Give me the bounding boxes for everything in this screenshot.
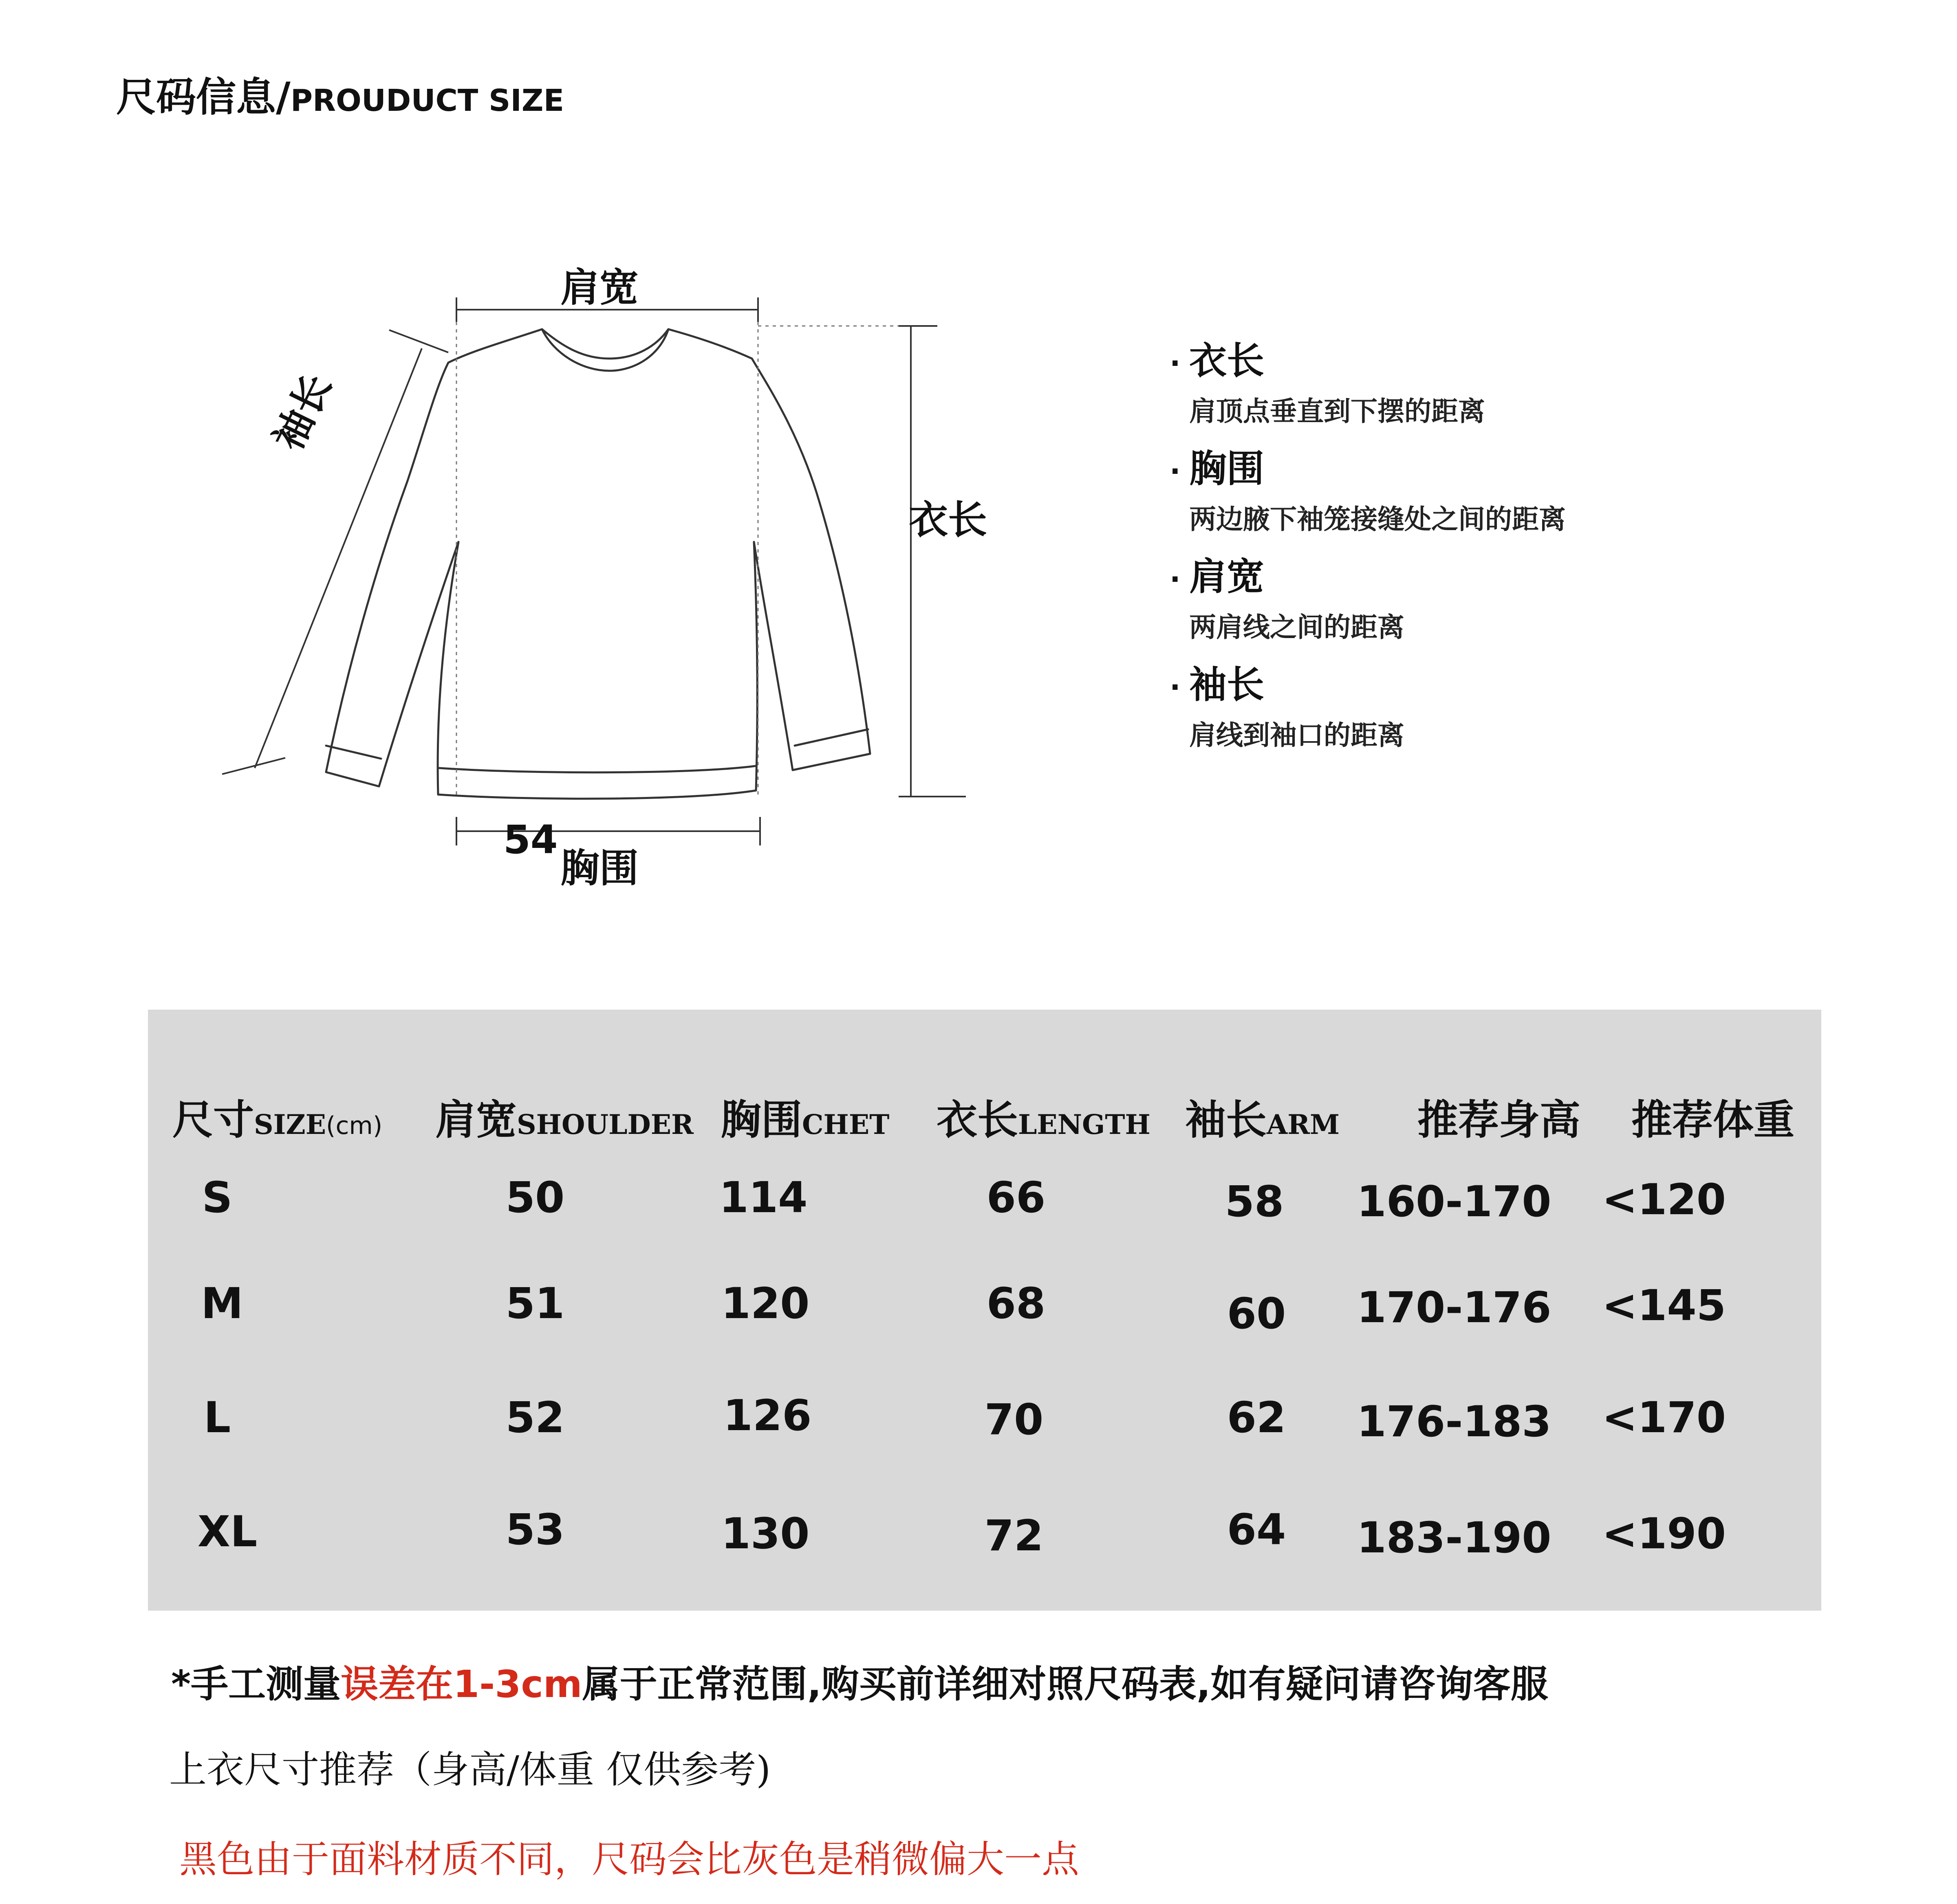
header-size	[172, 1087, 382, 1146]
cell-chest: 126	[723, 1391, 812, 1440]
legend-term: 衣长	[1189, 339, 1265, 383]
bullet-icon: ·	[1170, 454, 1181, 488]
bullet-icon: ·	[1170, 346, 1181, 380]
header-weight-zh: 推荐体重	[1631, 1096, 1794, 1144]
legend-item-chest	[1170, 447, 1566, 535]
page-title-zh: 尺码信息	[116, 74, 276, 121]
cell-size: L	[203, 1393, 231, 1442]
header-length	[937, 1087, 1150, 1146]
left-cuff	[326, 746, 381, 759]
header-weight	[1631, 1087, 1794, 1146]
page-title-en: PROUDUCT SIZE	[290, 83, 564, 118]
cell-arm: 60	[1227, 1289, 1286, 1338]
legend-desc: 两肩线之间的距离	[1189, 612, 1404, 643]
cell-shoulder: 52	[505, 1393, 565, 1442]
cell-height: 170-176	[1357, 1283, 1551, 1332]
legend-desc: 两边腋下袖笼接缝处之间的距离	[1189, 504, 1566, 535]
note-prefix: *手工测量	[171, 1662, 341, 1706]
cell-weight: <145	[1602, 1281, 1726, 1330]
note-suffix: 属于正常范围,购买前详细对照尺码表,如有疑问请咨询客服	[582, 1662, 1548, 1706]
measurement-note	[171, 1654, 1548, 1708]
header-arm-en: ARM	[1267, 1109, 1340, 1140]
header-size-unit: (cm)	[326, 1112, 383, 1140]
cell-height: 176-183	[1357, 1397, 1551, 1446]
legend-item-shoulder	[1170, 555, 1566, 643]
chest-value: 54	[503, 817, 558, 863]
garment-diagram	[0, 0, 1957, 937]
bullet-icon: ·	[1170, 670, 1181, 704]
cell-length: 66	[986, 1173, 1046, 1222]
header-length-en: LENGTH	[1018, 1109, 1150, 1140]
cell-arm: 58	[1225, 1177, 1284, 1226]
cell-size: XL	[197, 1507, 258, 1556]
header-size-en: SIZE	[254, 1109, 326, 1140]
cell-chest: 120	[721, 1279, 810, 1328]
page-title-separator: /	[276, 74, 291, 121]
header-arm	[1185, 1087, 1340, 1146]
cell-size: M	[201, 1279, 243, 1328]
legend-term: 肩宽	[1189, 555, 1265, 599]
measurement-legend	[1170, 339, 1566, 774]
cell-chest: 114	[719, 1173, 808, 1222]
cell-height: 183-190	[1357, 1513, 1551, 1563]
header-chest-en: CHET	[802, 1109, 890, 1140]
header-length-zh: 衣长	[937, 1096, 1018, 1144]
cell-shoulder: 51	[505, 1279, 565, 1328]
recommendation-note: 上衣尺寸推荐（身高/体重 仅供参考)	[169, 1748, 771, 1792]
cell-length: 68	[986, 1279, 1046, 1328]
header-size-zh: 尺寸	[172, 1096, 254, 1144]
header-chest-zh: 胸围	[721, 1096, 802, 1144]
header-shoulder-en: SHOULDER	[517, 1109, 694, 1140]
length-label: 衣长	[909, 497, 987, 543]
cell-weight: <120	[1602, 1175, 1726, 1224]
cell-weight: <190	[1602, 1509, 1726, 1558]
legend-desc: 肩顶点垂直到下摆的距离	[1189, 396, 1485, 427]
sleeve-label: 袖长	[265, 367, 341, 458]
cell-length: 72	[984, 1511, 1044, 1561]
cell-height: 160-170	[1357, 1177, 1551, 1226]
header-chest	[721, 1087, 889, 1146]
chest-label: 胸围	[560, 845, 639, 891]
size-table	[148, 1010, 1821, 1611]
legend-item-sleeve	[1170, 663, 1566, 751]
header-shoulder-zh: 肩宽	[435, 1096, 517, 1144]
sweater-outline	[326, 329, 870, 799]
header-arm-zh: 袖长	[1185, 1096, 1267, 1144]
cell-arm: 62	[1227, 1393, 1286, 1442]
cell-chest: 130	[721, 1509, 810, 1558]
cell-length: 70	[984, 1395, 1044, 1444]
header-shoulder	[435, 1087, 694, 1146]
header-height-zh: 推荐身高	[1417, 1096, 1580, 1144]
right-cuff	[795, 729, 868, 746]
bullet-icon: ·	[1170, 562, 1181, 596]
legend-item-length	[1170, 339, 1566, 427]
header-height	[1417, 1087, 1580, 1146]
legend-term: 胸围	[1189, 447, 1265, 491]
note-error-range: 误差在1-3cm	[341, 1662, 582, 1706]
legend-desc: 肩线到袖口的距离	[1189, 720, 1404, 751]
cell-arm: 64	[1227, 1505, 1286, 1554]
shoulder-label: 肩宽	[560, 265, 639, 310]
cell-size: S	[202, 1173, 233, 1222]
cell-shoulder: 50	[505, 1173, 565, 1222]
cell-weight: <170	[1602, 1393, 1726, 1442]
legend-term: 袖长	[1189, 663, 1265, 707]
color-size-note: 黑色由于面料材质不同，尺码会比灰色是稍微偏大一点	[179, 1838, 1080, 1881]
hem-band	[439, 766, 755, 773]
cell-shoulder: 53	[505, 1505, 565, 1554]
neckline	[542, 329, 668, 371]
